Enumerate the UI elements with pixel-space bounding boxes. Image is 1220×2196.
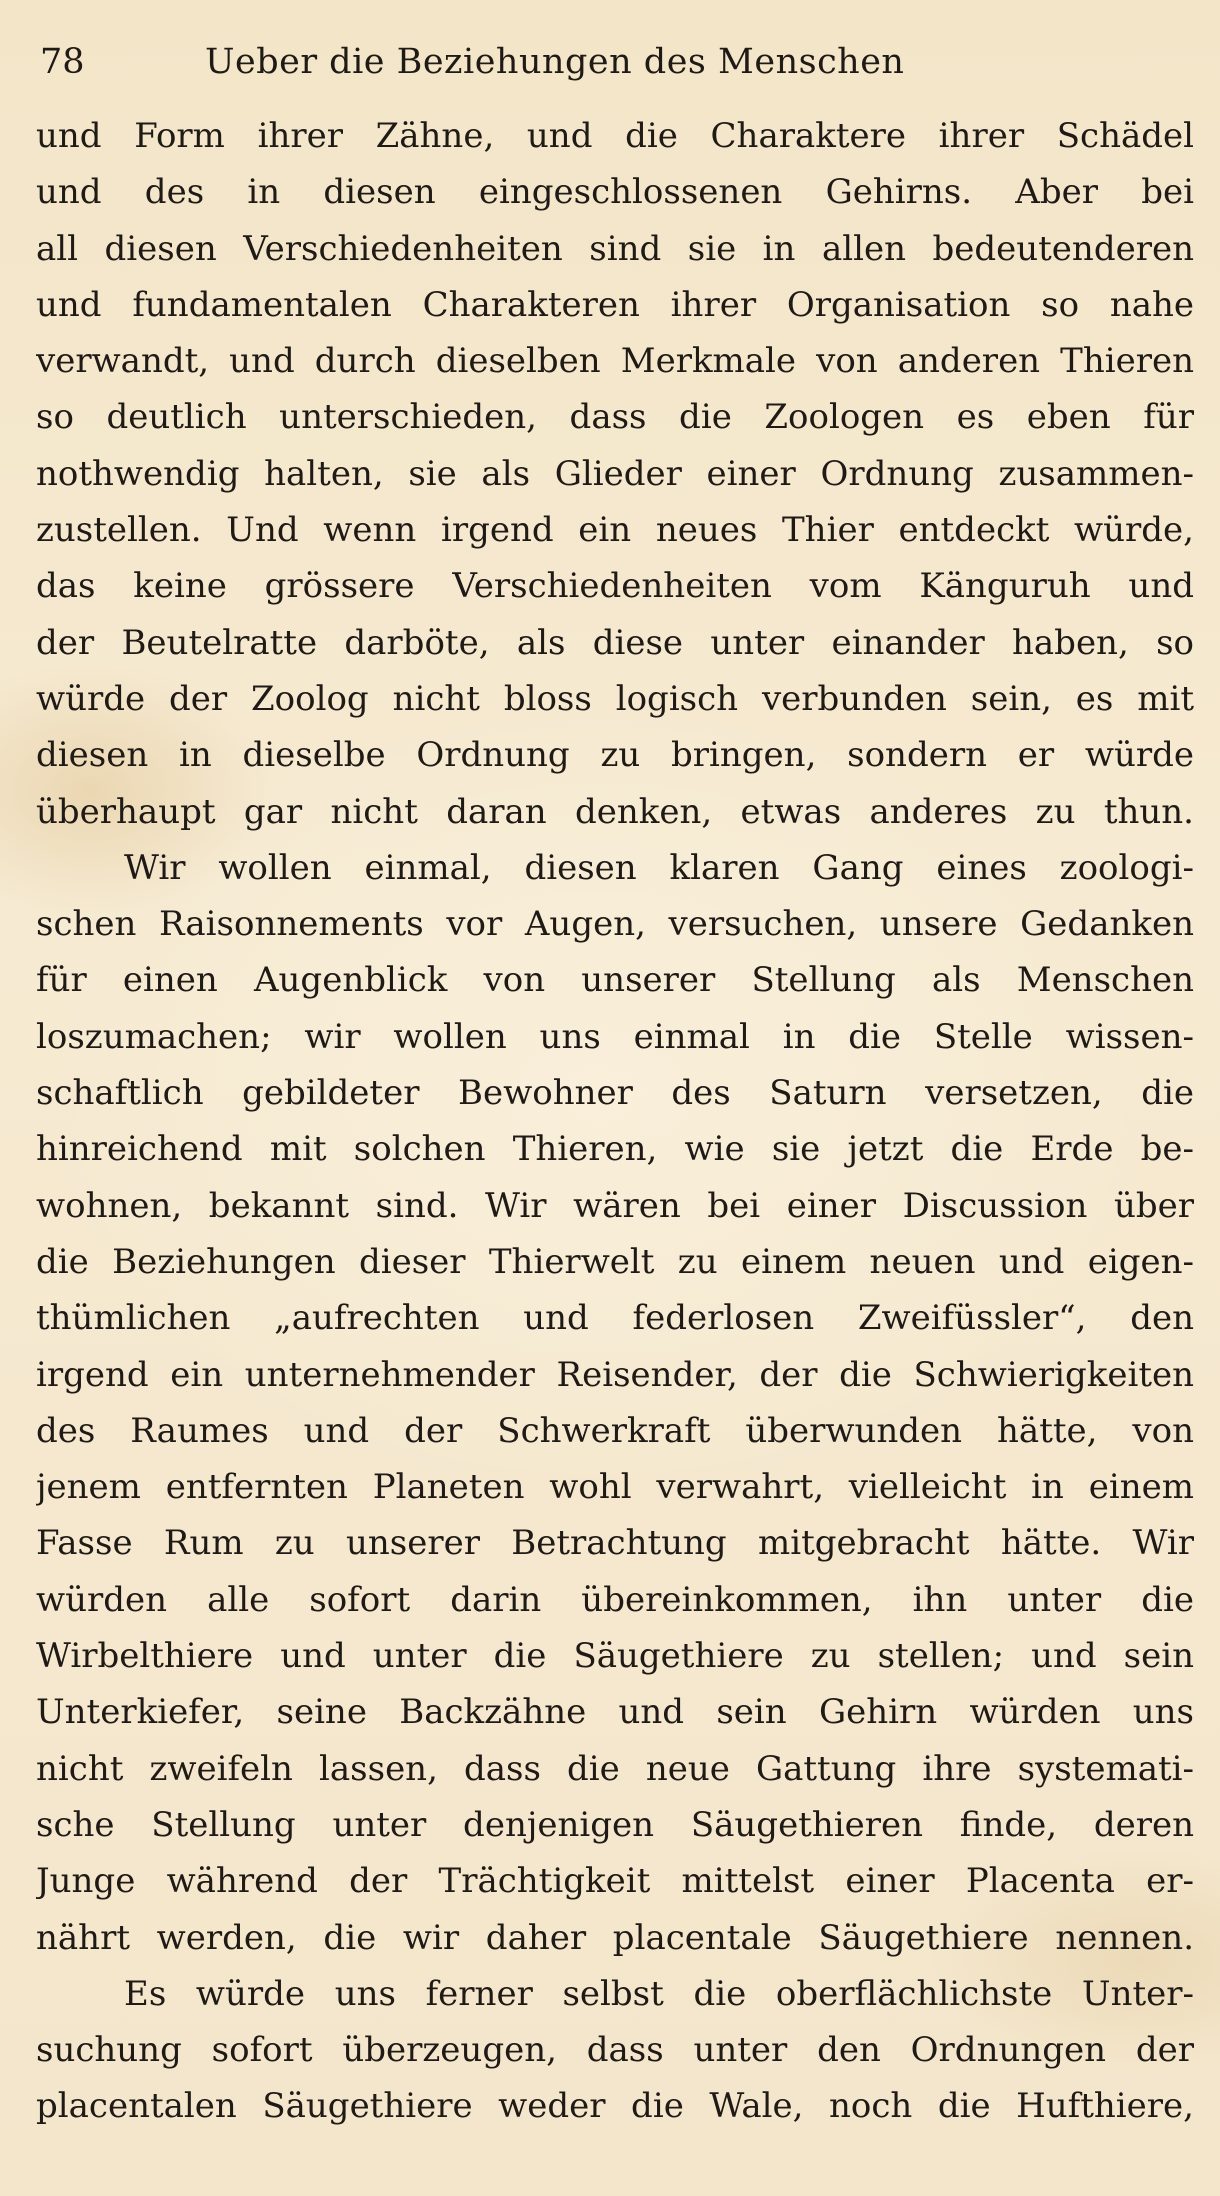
text-line: würden alle sofort darin übereinkommen, ihn unter die: [36, 1579, 1194, 1620]
text-line: der Beutelratte darböte, als diese unter einander haben, so: [36, 622, 1194, 663]
text-line: nothwendig halten, sie als Glieder einer Ordnung zusammen-: [36, 453, 1194, 494]
text-line: nährt werden, die wir daher placentale Säugethiere nennen.: [36, 1917, 1194, 1958]
text-line: schaftlich gebildeter Bewohner des Saturn versetzen, die: [36, 1073, 1194, 1114]
text-line: loszumachen; wir wollen uns einmal in die Stelle wissen-: [36, 1016, 1194, 1057]
text-line: das keine grössere Verschiedenheiten vom Känguruh und: [36, 566, 1194, 607]
text-line: Unterkiefer, seine Backzähne und sein Gehirn würden uns: [36, 1692, 1194, 1733]
text-line: suchung sofort überzeugen, dass unter den Ordnungen der: [36, 2030, 1194, 2071]
text-line: irgend ein unternehmender Reisender, der die Schwierigkeiten: [36, 1354, 1194, 1395]
text-line: placentalen Säugethiere weder die Wale, noch die Hufthiere,: [36, 2086, 1194, 2127]
page-header: [40, 34, 1190, 94]
text-line: verwandt, und durch dieselben Merkmale von anderen Thieren: [36, 341, 1194, 382]
text-line: und fundamentalen Charakteren ihrer Organisation so nahe: [36, 284, 1194, 325]
paragraph-start-line: Wir wollen einmal, diesen klaren Gang eines zoologi-: [124, 847, 1194, 888]
text-line: Fasse Rum zu unserer Betrachtung mitgebracht hätte. Wir: [36, 1523, 1194, 1564]
text-line: des Raumes und der Schwerkraft überwunden hätte, von: [36, 1410, 1194, 1451]
text-line: Wirbelthiere und unter die Säugethiere zu stellen; und sein: [36, 1636, 1194, 1677]
text-line: jenem entfernten Planeten wohl verwahrt, vielleicht in einem: [36, 1467, 1194, 1508]
paragraph-start-line: Es würde uns ferner selbst die oberflächlichste Unter-: [124, 1973, 1194, 2014]
text-line: wohnen, bekannt sind. Wir wären bei einer Discussion über: [36, 1185, 1194, 1226]
body-text: [36, 108, 1194, 2135]
text-line: überhaupt gar nicht daran denken, etwas anderes zu thun.: [36, 791, 1194, 832]
page-number: 78: [40, 42, 85, 82]
text-line: zustellen. Und wenn irgend ein neues Thier entdeckt würde,: [36, 510, 1194, 551]
text-line: würde der Zoolog nicht bloss logisch verbunden sein, es mit: [36, 678, 1194, 719]
text-line: schen Raisonnements vor Augen, versuchen, unsere Gedanken: [36, 904, 1194, 945]
text-line: diesen in dieselbe Ordnung zu bringen, sondern er würde: [36, 735, 1194, 776]
text-line: sche Stellung unter denjenigen Säugethieren finde, deren: [36, 1804, 1194, 1845]
text-line: und des in diesen eingeschlossenen Gehirns. Aber bei: [36, 172, 1194, 213]
text-line: thümlichen „aufrechten und federlosen Zweifüssler“, den: [36, 1298, 1194, 1339]
text-line: für einen Augenblick von unserer Stellung als Menschen: [36, 960, 1194, 1001]
text-line: Junge während der Trächtigkeit mittelst einer Placenta er-: [36, 1861, 1194, 1902]
text-line: hinreichend mit solchen Thieren, wie sie jetzt die Erde be-: [36, 1129, 1194, 1170]
text-line: so deutlich unterschieden, dass die Zoologen es eben für: [36, 397, 1194, 438]
text-line: nicht zweifeln lassen, dass die neue Gattung ihre systemati-: [36, 1748, 1194, 1789]
text-line: die Beziehungen dieser Thierwelt zu einem neuen und eigen-: [36, 1241, 1194, 1282]
text-line: all diesen Verschiedenheiten sind sie in allen bedeutenderen: [36, 228, 1194, 269]
text-line: und Form ihrer Zähne, und die Charaktere ihrer Schädel: [36, 116, 1194, 156]
running-title: Ueber die Beziehungen des Menschen: [205, 42, 905, 82]
